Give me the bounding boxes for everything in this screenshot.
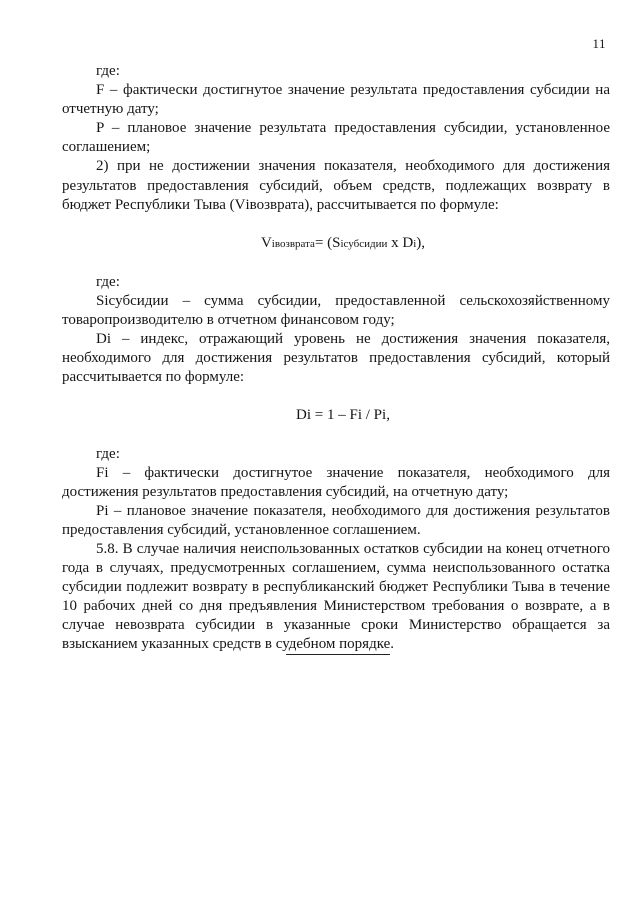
formula-v: V	[260, 234, 272, 251]
formula-d-subscript: i	[413, 237, 417, 250]
paragraph-fi-definition: Fi – фактически достигнутое значение показателя, необходимого для достижения результатов предоставления субсидий, на отчетную дату;	[62, 464, 610, 500]
paragraph-where-3: где:	[96, 445, 120, 462]
paragraph-item-2: 2) при не достижении значения показателя, необходимого для достижения результатов предоставления субсидий, объем средств, подлежащих возврату в бюджет Республики Тыва (Vівозврата), рассчитывается по формуле:	[62, 158, 610, 213]
formula-eq: = (S	[314, 234, 341, 251]
paragraph-pi-definition: Pi – плановое значение показателя, необходимого для достижения результатов предоставления субсидий, установленное соглашением.	[62, 502, 610, 538]
formula-close: ),	[416, 234, 426, 251]
formula-refund-volume	[62, 234, 610, 254]
formula-index: Di = 1 – Fi / Pi,	[296, 407, 390, 424]
paragraph-d-definition: Di – индекс, отражающий уровень не достижения значения показателя, необходимого для достижения результатов предоставления субсидий, который рассчитывается по формуле:	[62, 331, 610, 386]
paragraph-s-definition: Sicубсидии – сумма субсидии, предоставленной сельскохозяйственному товаропроизводителю в отчетном финансовом году;	[62, 292, 610, 329]
end-divider	[286, 654, 390, 655]
paragraph-5-8: 5.8. В случае наличия неиспользованных остатков субсидии на конец отчетного года в случаях, предусмотренных соглашением, сумма неиспользованного остатка субсидии подлежит возврату в республиканский бюджет Республики Тыва в течение 10 рабочих дней со дня предъявления Министерством требования о возврате, а в случае невозврата субсидии в указанные сроки Министерство обращается за взысканием указанных средств в судебном порядке.	[62, 540, 610, 653]
paragraph-p-definition: P – плановое значение результата предоставления субсидии, установленное соглашением;	[62, 120, 610, 156]
formula-x: x D	[387, 234, 414, 251]
page-number: 11	[592, 36, 606, 51]
document-body	[62, 62, 610, 655]
paragraph-where-2: где:	[96, 273, 120, 290]
formula-v-subscript: iвозврата	[271, 237, 315, 250]
paragraph-f-definition: F – фактически достигнутое значение результата предоставления субсидии на отчетную дату;	[62, 82, 610, 118]
paragraph-where-1: где:	[96, 63, 120, 79]
formula-s-subscript: iсубсидии	[340, 237, 388, 250]
